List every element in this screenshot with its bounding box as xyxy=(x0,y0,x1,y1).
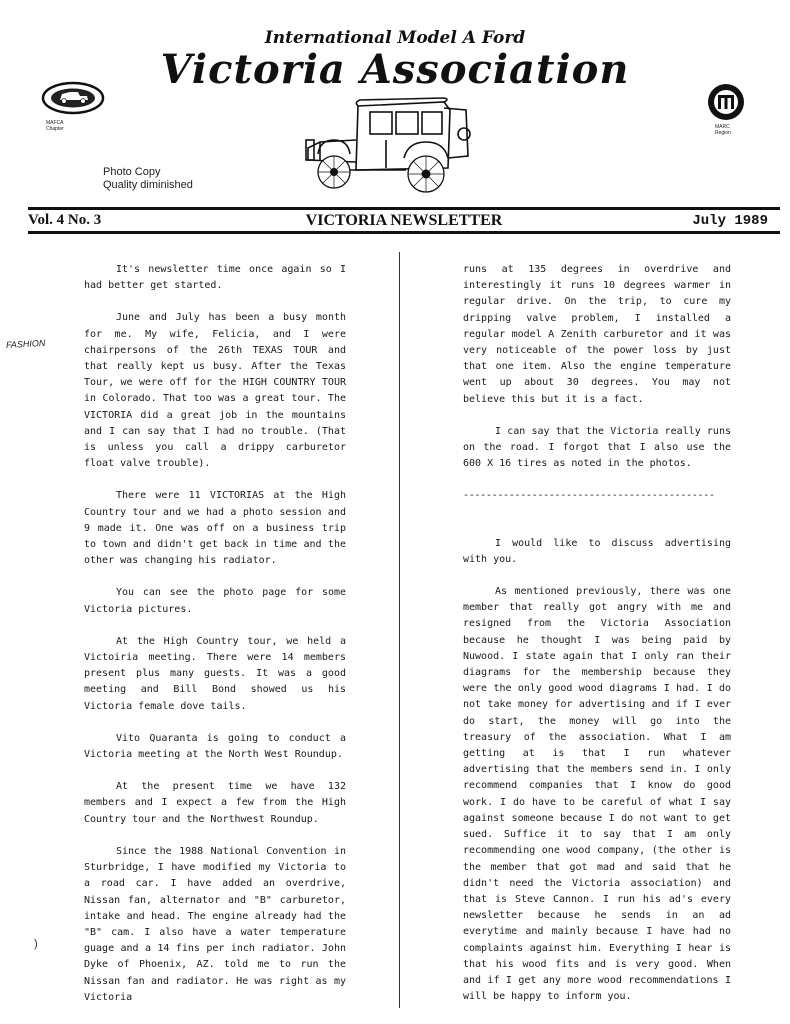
paragraph xyxy=(84,488,346,569)
issue-date: July 1989 xyxy=(692,213,768,229)
model-a-victoria-car-icon xyxy=(298,96,473,200)
paragraph-text: At the present time we have 132 members and I expect a few from the High Country tour and the Northwest Roundup. xyxy=(84,781,346,825)
paragraph xyxy=(463,584,731,1005)
masthead-rule-top xyxy=(28,207,780,210)
paragraph xyxy=(84,779,346,828)
masthead-bar xyxy=(28,212,780,230)
paragraph-text: There were 11 VICTORIAS at the High Country tour and we had a photo session and 9 made it. One was off on a business trip to town and didn't get back in time and the other was changing his radiator. xyxy=(84,490,346,567)
section-separator: -------------------------------------------- xyxy=(463,490,715,502)
photo-note-line-1: Photo Copy xyxy=(103,166,161,178)
paragraph xyxy=(84,731,346,763)
left-column xyxy=(84,262,346,1022)
org-name: International Model A Ford xyxy=(264,28,526,48)
paragraph-text: June and July has been a busy month for me. My wife, Felicia, and I were chairpersons of the 26th TEXAS TOUR and that really kept us busy. After the Texas Tour, we were off for the HIGH COUNTRY TOUR in Colorado. That too was a great tour. The VICTORIA did a great job in the mountains and I can say that I had no trouble. (That is unless you call a drippy carburetor float valve trouble). xyxy=(84,312,346,470)
handwritten-margin-note: FASHION xyxy=(5,337,46,351)
paragraph-text: Since the 1988 National Convention in Sturbridge, I have modified my Victoria to a road car. I have added an overdrive, Nissan fan, alternator and "B" carburetor, intake and head. The engine already had the "B" cam. I also have a water temperature guage and a 14 fins per inch radiator. John Dyke of Phoenix, AZ. told me to run the Nissan fan and radiator. He was right as my Victoria xyxy=(84,845,346,1003)
paragraph-text: As mentioned previously, there was one member that really got angry with me and resigned from the Victoria Association because he thought I was being paid by Nuwood. I state again that I only ran their diagrams for the membership because they were the only good wood diagrams I had. I do not take money for advertising and if I ever do start, the money will go into the treasury of the association. What I am getting at is that I run whatever advertising that the members send in. I only recommend companies that I know do good work. I do have to be careful of what I say against someone because I do not want to get sued. Suffice it to say that I am only recommending one wood company, (the other is the member that got mad and said that he didn't need the Victoria association) and that is Steve Cannon. I run his ad's every newsletter because he sends in an ad everytime and mainly because I have had no complaints against him. Everything I hear is that his wood fits and is very good. When and if I get any more wood recommendations I will be happy to inform you. xyxy=(463,586,731,1003)
association-title: Victoria Association xyxy=(160,46,630,93)
paragraph xyxy=(84,844,346,1006)
column-divider xyxy=(399,252,400,1008)
chapter-caption-line: Chapter xyxy=(46,126,64,132)
newsletter-title: VICTORIA NEWSLETTER xyxy=(305,212,503,229)
margin-mark: ) xyxy=(34,938,38,950)
mafca-logo-icon xyxy=(32,78,114,138)
masthead-rule-bottom xyxy=(28,231,780,234)
region-caption-line: Region xyxy=(715,130,731,136)
paragraph xyxy=(84,585,346,617)
paragraph-text: Vito Quaranta is going to conduct a Victoria meeting at the North West Roundup. xyxy=(84,732,346,761)
mafca-caption xyxy=(46,120,64,132)
marc-caption xyxy=(715,124,731,136)
photo-note-line-2: Quality diminished xyxy=(103,179,193,191)
paragraph-text: At the High Country tour, we held a Victoiria meeting. There were 14 members present plus many guests. It was a good meeting and Bill Bond showed us his Victoria female dove tails. xyxy=(84,635,346,712)
marc-caption-line: MARC xyxy=(715,124,730,130)
paragraph-text: I would like to discuss advertising with you. xyxy=(463,537,731,565)
mafca-caption-line: MAFCA xyxy=(46,120,64,126)
paragraph-text: You can see the photo page for some Victoria pictures. xyxy=(84,587,346,615)
paragraph xyxy=(463,262,731,408)
paragraph-text: I can say that the Victoria really runs on the road. I forgot that I also use the 600 X 16 tires as noted in the photos. xyxy=(463,425,731,470)
right-column xyxy=(463,262,731,1021)
marc-logo-icon xyxy=(706,82,746,122)
paragraph xyxy=(463,424,731,473)
paragraph xyxy=(84,634,346,715)
paragraph xyxy=(84,262,346,294)
paragraph xyxy=(84,310,346,472)
paragraph-text: runs at 135 degrees in overdrive and interestingly it runs 10 degrees warmer in regular drive. On the trip, to cure my dripping valve problem, I installed a regular model A Zenith carburetor and it was very noticeable of the power loss by just that one item. Also the engine temperature went up about 30 degrees. You may not believe this but it is a fact. xyxy=(463,264,731,405)
paragraph xyxy=(463,536,731,568)
photo-copy-note xyxy=(103,166,193,192)
paragraph-text: It's newsletter time once again so I had better get started. xyxy=(84,264,346,292)
volume-number: Vol. 4 No. 3 xyxy=(28,212,102,228)
